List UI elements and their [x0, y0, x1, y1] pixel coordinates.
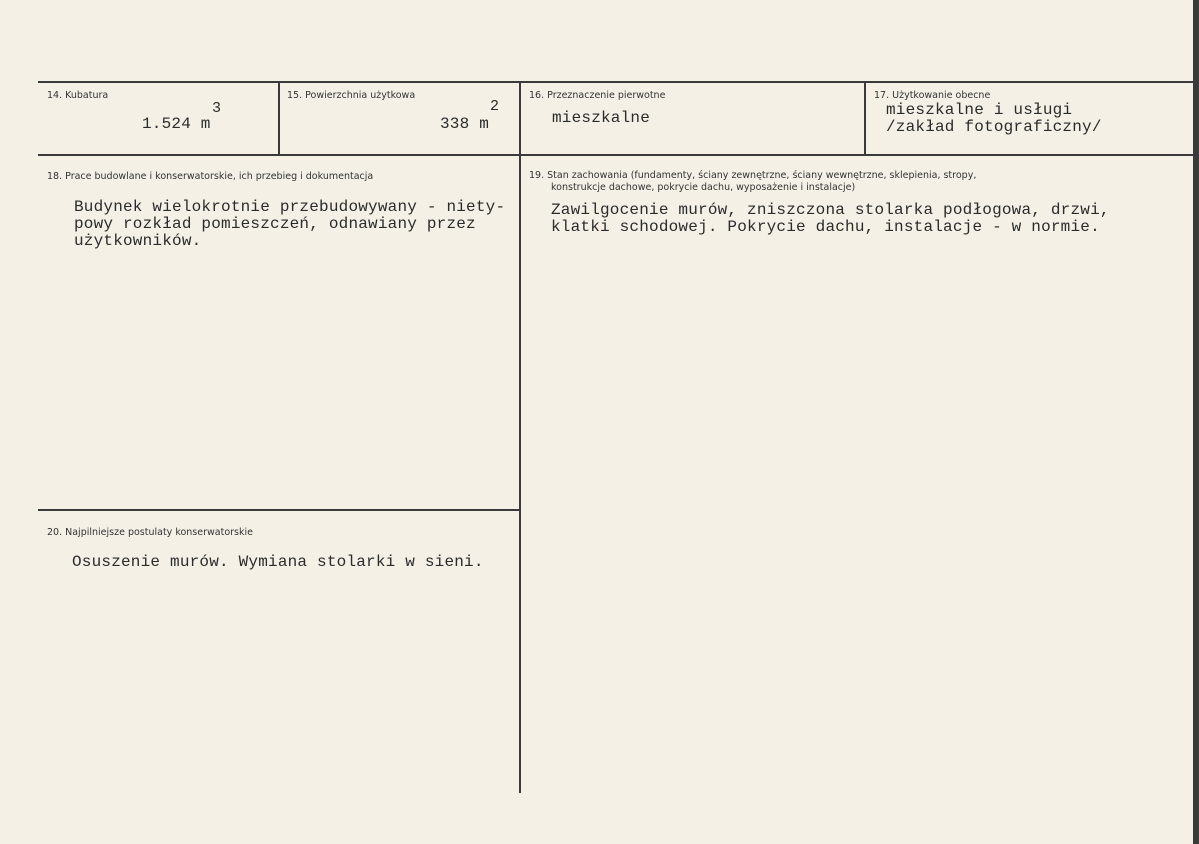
- row1-bottom-rule: [38, 154, 1196, 156]
- przeznaczenie-value: mieszkalne: [552, 109, 651, 127]
- powierzchnia-label: 15. Powierzchnia użytkowa: [287, 90, 416, 101]
- uzytkowanie-line-2: /zakład fotograficzny/: [886, 118, 1102, 136]
- powierzchnia-value: 338 m: [440, 115, 490, 133]
- powierzchnia-exponent: 2: [490, 98, 500, 115]
- divider-14-15: [278, 81, 280, 156]
- divider-15-16: [519, 81, 521, 793]
- kubatura-value: 1.524 m: [142, 115, 211, 133]
- prace-label: 18. Prace budowlane i konserwatorskie, ich przebieg i dokumentacja: [47, 171, 374, 182]
- kubatura-exponent: 3: [212, 100, 222, 117]
- prace-line-1: Budynek wielokrotnie przebudowywany - niety-: [74, 198, 506, 216]
- stan-label-line-1: 19. Stan zachowania (fundamenty, ściany zewnętrzne, ściany wewnętrzne, sklepienia, stropy,: [529, 170, 977, 181]
- uzytkowanie-line-1: mieszkalne i usługi: [886, 101, 1073, 119]
- przeznaczenie-label: 16. Przeznaczenie pierwotne: [529, 90, 666, 101]
- postulaty-label: 20. Najpilniejsze postulaty konserwatorskie: [47, 527, 253, 538]
- stan-line-2: klatki schodowej. Pokrycie dachu, instalacje - w normie.: [551, 218, 1100, 236]
- section18-bottom-rule: [38, 509, 520, 511]
- card-edge: [1193, 0, 1199, 844]
- kubatura-label: 14. Kubatura: [47, 90, 109, 101]
- top-rule: [38, 81, 1196, 83]
- divider-16-17: [864, 81, 866, 156]
- prace-line-2: powy rozkład pomieszczeń, odnawiany przez: [74, 215, 476, 233]
- uzytkowanie-label: 17. Użytkowanie obecne: [874, 90, 991, 101]
- stan-label-line-2: konstrukcje dachowe, pokrycie dachu, wyposażenie i instalacje): [551, 182, 856, 193]
- prace-line-3: użytkowników.: [74, 232, 202, 250]
- postulaty-value: Osuszenie murów. Wymiana stolarki w sieni.: [72, 553, 484, 571]
- stan-line-1: Zawilgocenie murów, zniszczona stolarka podłogowa, drzwi,: [551, 201, 1110, 219]
